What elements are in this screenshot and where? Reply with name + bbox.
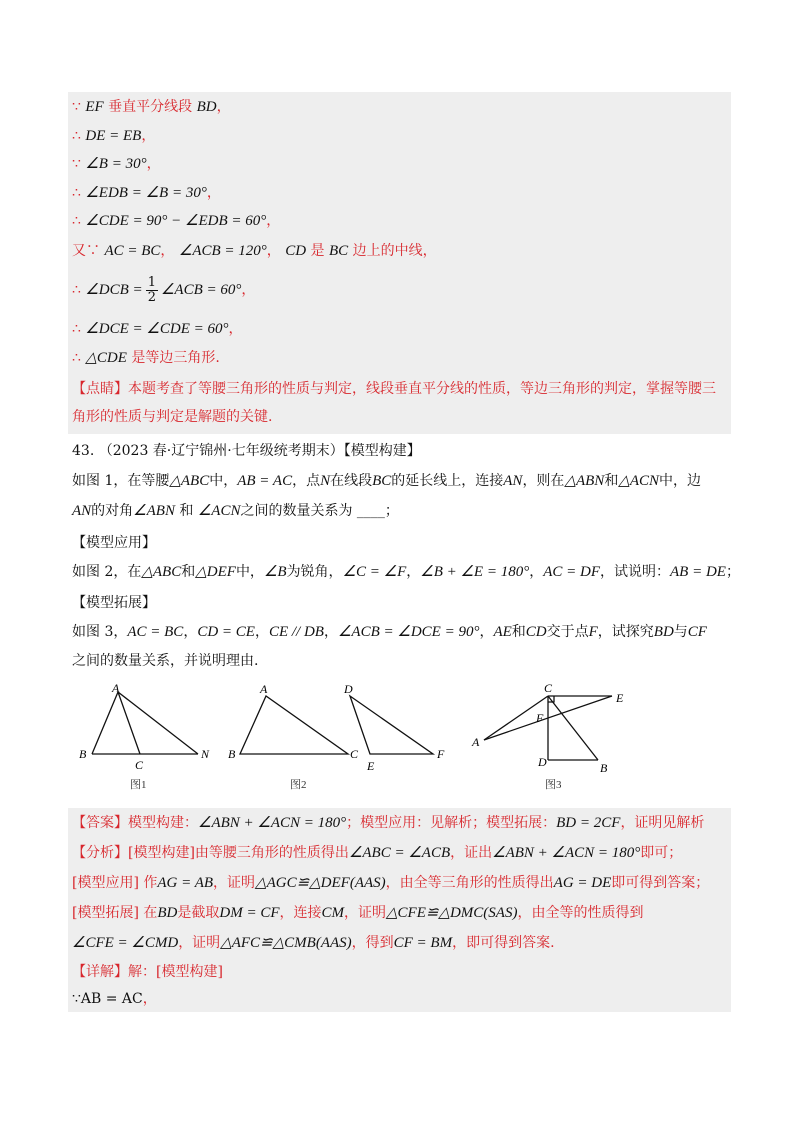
problem-line-3: 如图 2，在△ABC和△DEF中，∠B为锐角，∠C = ∠F，∠B + ∠E = 180°，AC = DF，试说明：AB = DE；	[72, 564, 740, 580]
solution-line-9: ∴ △CDE 是等边三角形.	[72, 350, 220, 366]
fig2-label-a: A	[260, 682, 268, 696]
problem-line-5: 之间的数量关系，并说明理由.	[72, 653, 259, 669]
fig3-label-c: C	[544, 681, 553, 695]
fraction-one-half: $\frac{1}{2}$	[147, 274, 156, 305]
section-model-application: 【模型应用】	[72, 535, 156, 551]
solution-line-5: ∴ ∠CDE = 90° − ∠EDB = 60°，	[72, 213, 281, 229]
fig2-caption: 图2	[290, 779, 307, 791]
fig3-caption: 图3	[545, 779, 562, 791]
fig2-label-b: B	[228, 747, 236, 761]
fig3-label-a: A	[472, 735, 480, 749]
problem-line-2: AN的对角∠ABN 和 ∠ACN之间的数量关系为 ____；	[72, 503, 399, 519]
problem-header: 43. （2023 春·辽宁锦州·七年级统考期末）【模型构建】	[72, 443, 421, 459]
dianjing-line-2: 角形的性质与判定是解题的关键.	[72, 409, 273, 425]
figure-3	[484, 696, 612, 760]
solution-line-8: ∴ ∠DCE = ∠CDE = 60°，	[72, 321, 243, 337]
fig1-label-n: N	[201, 747, 210, 761]
fig3-label-e: E	[616, 691, 624, 705]
fig1-caption: 图1	[130, 779, 147, 791]
fig3-label-b: B	[600, 761, 608, 775]
analysis-line-1: 【分析】[模型构建]由等腰三角形的性质得出∠ABC = ∠ACB，证出∠ABN + ∠ACN = 180°即可；	[72, 845, 683, 861]
detail-header: 【详解】解：[模型构建]	[72, 964, 223, 980]
problem-line-1: 如图 1，在等腰△ABC中，AB = AC，点N在线段BC的延长线上，连接AN，则在△ABN和△ACN中，边	[72, 473, 702, 489]
dianjing-line-1: 【点睛】本题考查了等腰三角形的性质与判定，线段垂直平分线的性质，等边三角形的判定，掌握等腰三	[72, 381, 716, 397]
fig2-label-d: D	[344, 682, 353, 696]
fig2-label-e: E	[367, 759, 375, 773]
fig1-label-c: C	[135, 758, 144, 772]
solution-line-3: ∵ ∠B = 30°，	[72, 156, 161, 172]
fig1-label-b: B	[79, 747, 87, 761]
analysis-line-2: [模型应用] 作AG = AB，证明△AGC≌△DEF(AAS)，由全等三角形的性质得出AG = DE即可得到答案；	[72, 875, 710, 891]
solution-line-4: ∴ ∠EDB = ∠B = 30°，	[72, 185, 221, 201]
solution-line-2: ∴ DE = EB，	[72, 128, 156, 144]
fig3-label-d: D	[538, 755, 547, 769]
analysis-line-3: [模型拓展] 在BD是截取DM = CF，连接CM，证明△CFE≌△DMC(SAS)，由全等的性质得到	[72, 905, 644, 921]
solution-line-1: ∵ EF 垂直平分线段 BD，	[72, 99, 231, 115]
figure-1	[92, 692, 198, 754]
solution-line-6: 又∵ AC = BC， ∠ACB = 120°， CD 是 BC 边上的中线，	[72, 243, 437, 259]
figure-2	[240, 696, 433, 754]
fig2-label-c: C	[350, 747, 359, 761]
analysis-line-4: ∠CFE = ∠CMD，证明△AFC≌△CMB(AAS)，得到CF = BM，即可得到答案.	[72, 935, 555, 951]
solution-line-7: ∴ ∠DCB = $\frac{1}{2}$ ∠ACB = 60°，	[72, 274, 256, 305]
fig3-label-f: F	[536, 711, 544, 725]
detail-line-1: ∵AB = AC，	[72, 991, 157, 1007]
fig2-label-f: F	[437, 747, 445, 761]
figures	[0, 680, 800, 800]
fig1-label-a: A	[112, 681, 120, 695]
section-model-extension: 【模型拓展】	[72, 595, 156, 611]
problem-line-4: 如图 3，AC = BC，CD = CE，CE // DB，∠ACB = ∠DCE = 90°，AE和CD交于点F，试探究BD与CF	[72, 624, 707, 640]
answer-line: 【答案】模型构建：∠ABN + ∠ACN = 180°；模型应用：见解析；模型拓展：BD = 2CF，证明见解析	[72, 815, 705, 831]
